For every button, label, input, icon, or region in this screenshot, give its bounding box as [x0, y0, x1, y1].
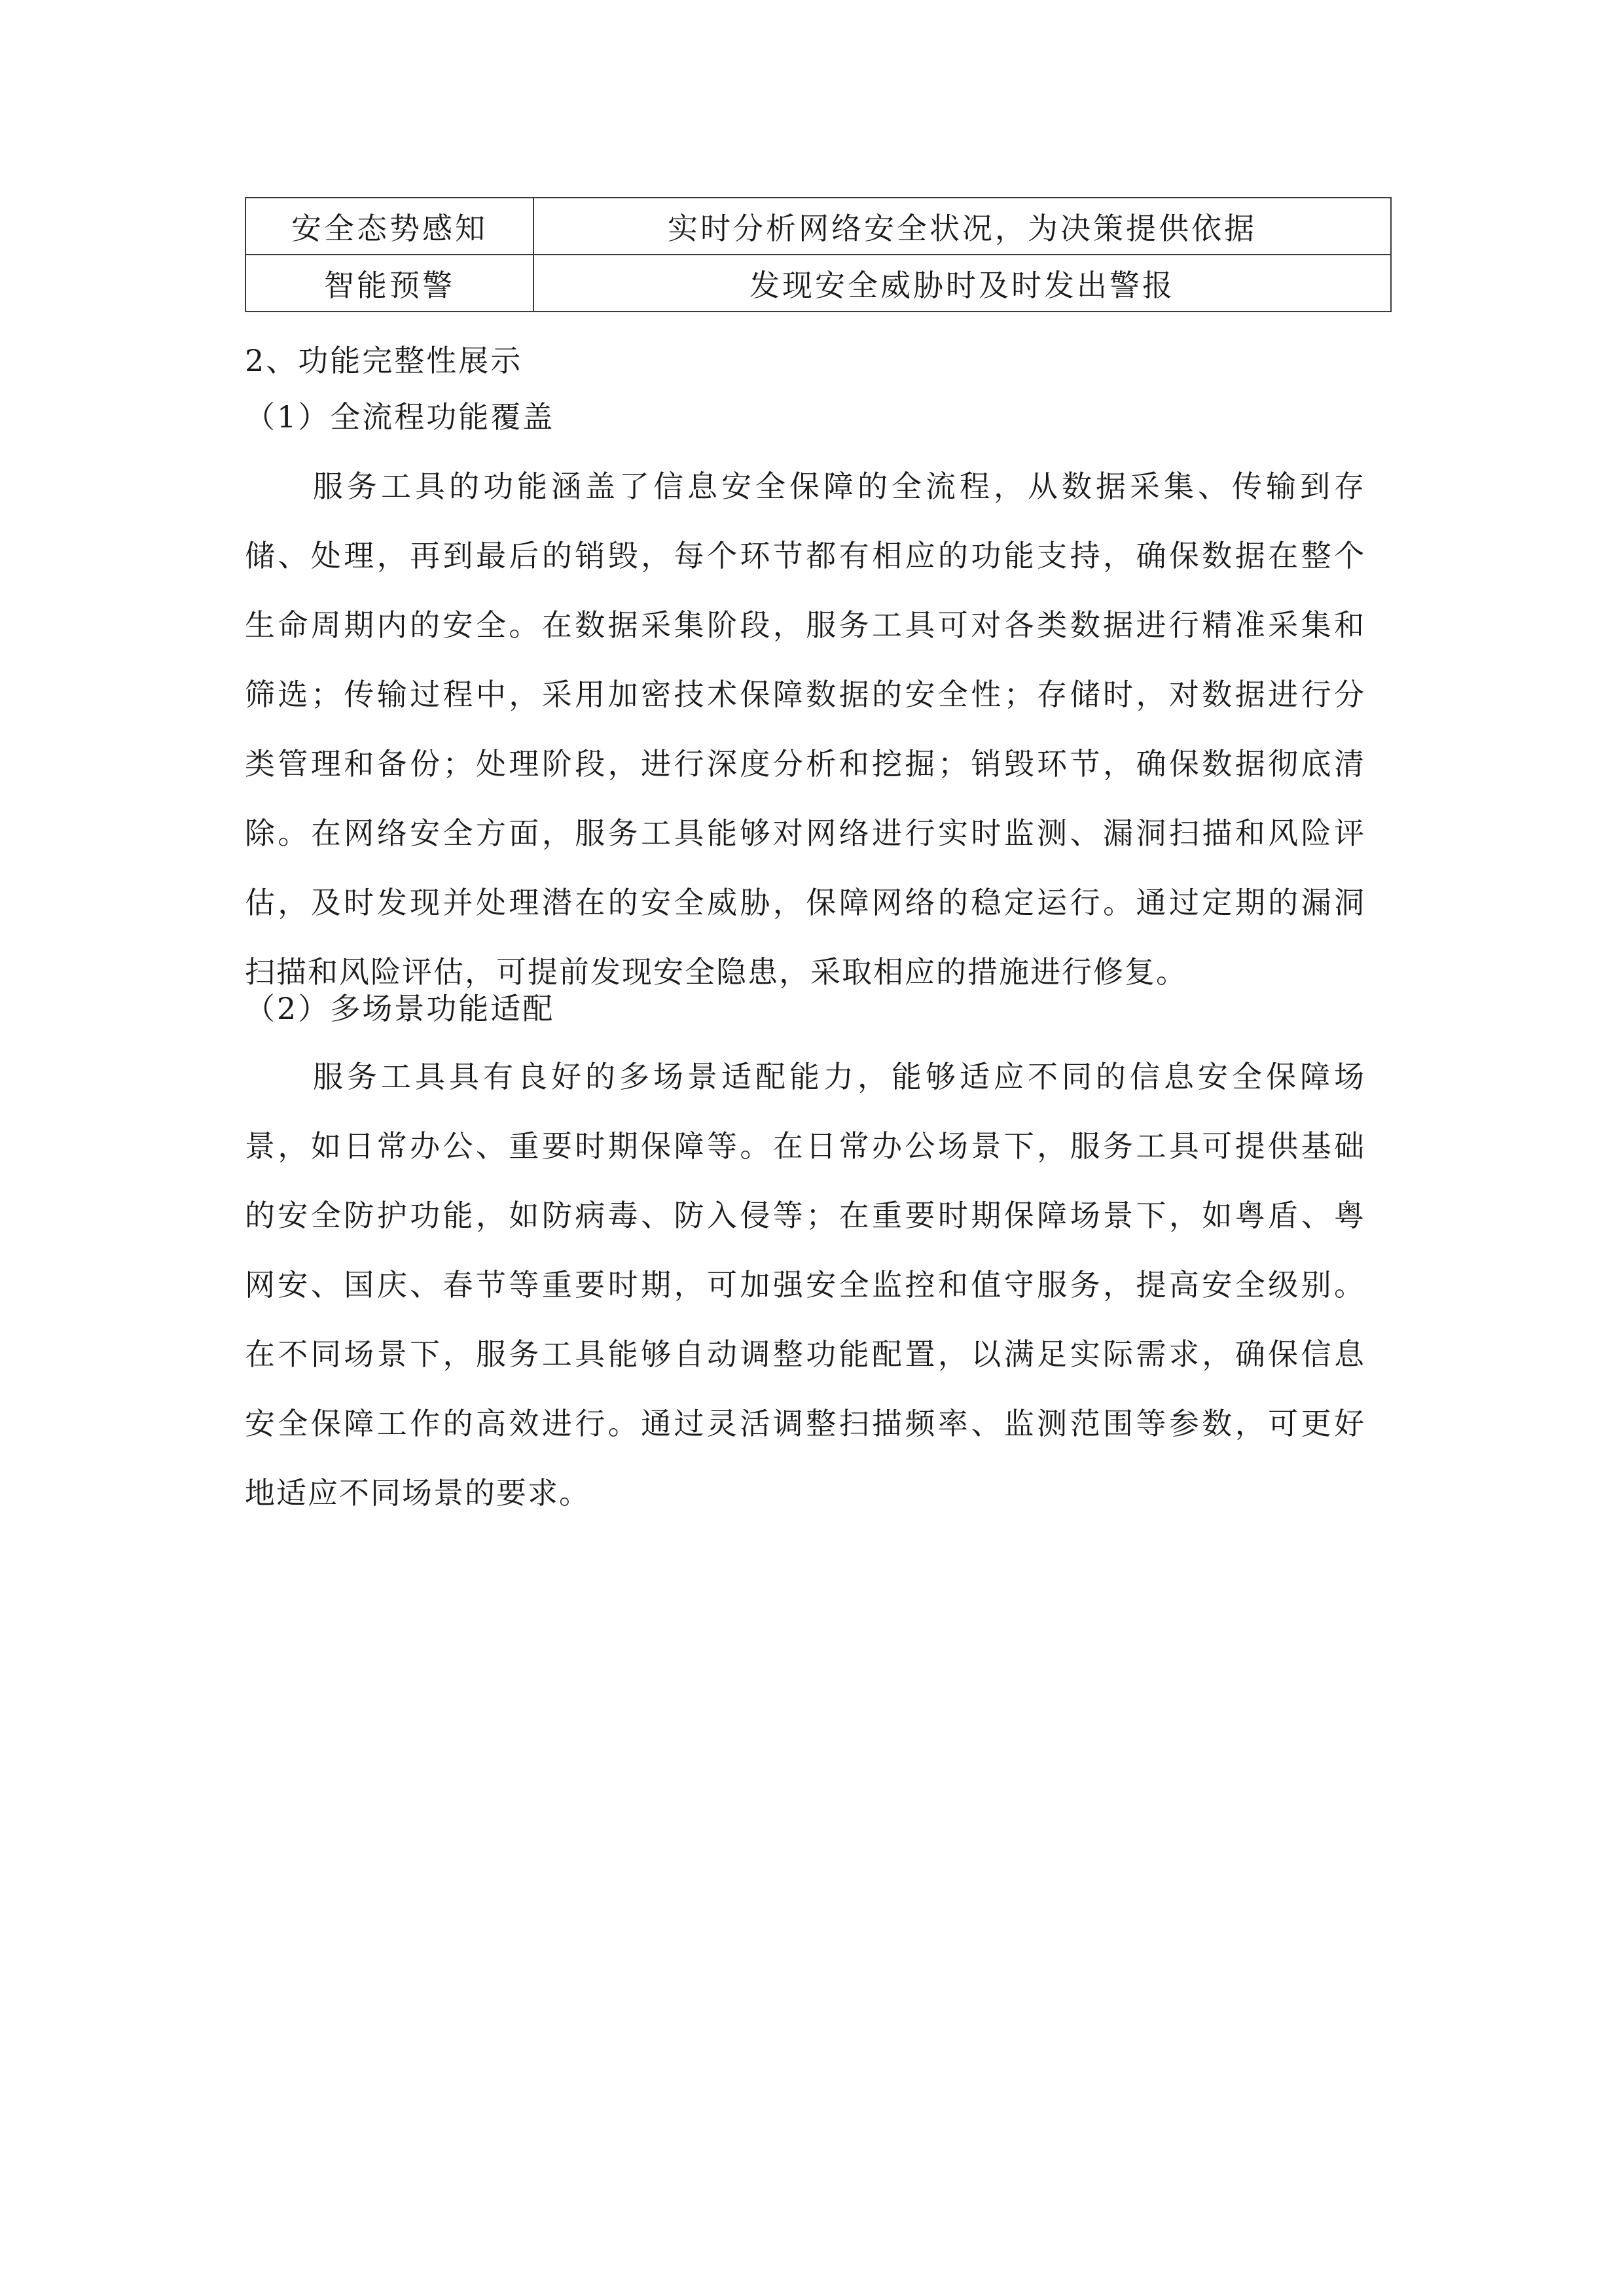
paragraph-line: 安全保障工作的高效进行。通过灵活调整扫描频率、监测范围等参数，可更好: [245, 1406, 1365, 1441]
section-heading: 2、功能完整性展示: [245, 343, 523, 378]
paragraph-line: 储、处理，再到最后的销毁，每个环节都有相应的功能支持，确保数据在整个: [245, 538, 1365, 573]
subsection-heading: （1）全流程功能覆盖: [245, 399, 555, 435]
table-cell-feature: 智能预警: [245, 255, 533, 312]
paragraph-line: 地适应不同场景的要求。: [245, 1475, 590, 1511]
table-row: [245, 255, 1391, 312]
table-row: [245, 198, 1391, 255]
table-cell-description: 实时分析网络安全状况，为决策提供依据: [533, 198, 1391, 255]
feature-table: [245, 197, 1392, 312]
paragraph-line: 景，如日常办公、重要时期保障等。在日常办公场景下，服务工具可提供基础: [245, 1128, 1365, 1164]
paragraph-line: 扫描和风险评估，可提前发现安全隐患，采取相应的措施进行修复。: [245, 954, 1187, 990]
table-cell-feature: 安全态势感知: [245, 198, 533, 255]
paragraph-line: 的安全防护功能，如防病毒、防入侵等；在重要时期保障场景下，如粤盾、粤: [245, 1198, 1365, 1233]
paragraph: [245, 452, 1365, 1007]
paragraph-line: 在不同场景下，服务工具能够自动调整功能配置，以满足实际需求，确保信息: [245, 1336, 1365, 1372]
paragraph-line: 估，及时发现并处理潜在的安全威胁，保障网络的稳定运行。通过定期的漏洞: [245, 885, 1365, 920]
paragraph-line: 类管理和备份；处理阶段，进行深度分析和挖掘；销毁环节，确保数据彻底清: [245, 746, 1365, 781]
subsection-heading: （2）多场景功能适配: [245, 991, 555, 1026]
paragraph-line: 服务工具的功能涵盖了信息安全保障的全流程，从数据采集、传输到存: [313, 469, 1365, 504]
paragraph-line: 生命周期内的安全。在数据采集阶段，服务工具可对各类数据进行精准采集和: [245, 607, 1365, 643]
paragraph: [245, 1042, 1365, 1528]
paragraph-line: 网安、国庆、春节等重要时期，可加强安全监控和值守服务，提高安全级别。: [245, 1267, 1365, 1302]
table-cell-description: 发现安全威胁时及时发出警报: [533, 255, 1391, 312]
paragraph-line: 服务工具具有良好的多场景适配能力，能够适应不同的信息安全保障场: [313, 1059, 1365, 1094]
paragraph-line: 筛选；传输过程中，采用加密技术保障数据的安全性；存储时，对数据进行分: [245, 677, 1365, 712]
paragraph-line: 除。在网络安全方面，服务工具能够对网络进行实时监测、漏洞扫描和风险评: [245, 816, 1365, 851]
